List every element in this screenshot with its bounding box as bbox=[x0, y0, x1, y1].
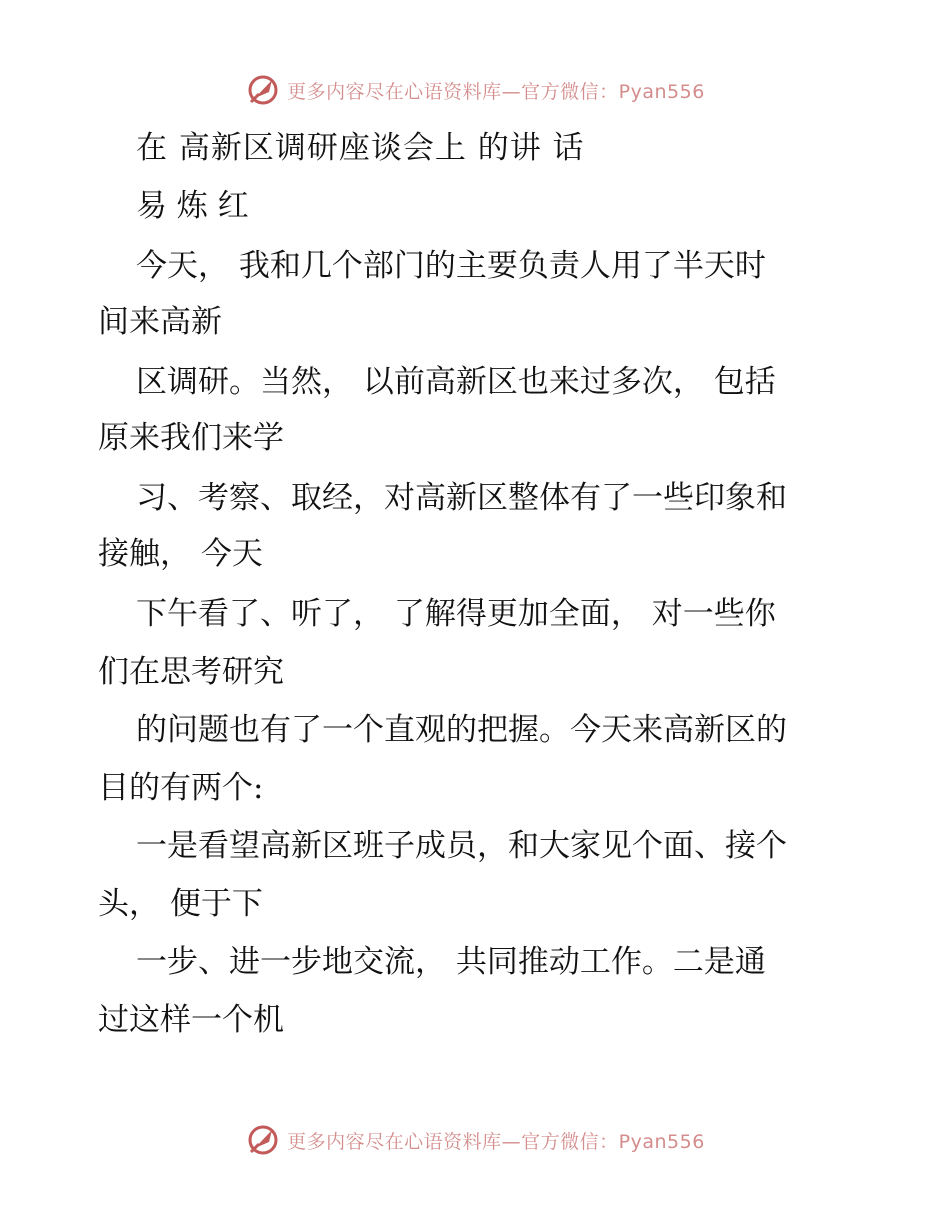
text-line: 们在思考研究 bbox=[98, 654, 284, 690]
text-line: 接触， 今天 bbox=[98, 536, 263, 572]
text-line: 习、考察、取经，对高新区整体有了一些印象和 bbox=[136, 480, 787, 516]
document-author: 易 炼 红 bbox=[136, 188, 249, 224]
text-line: 头， 便于下 bbox=[98, 886, 263, 922]
text-line: 一是看望高新区班子成员，和大家见个面、接个 bbox=[136, 828, 787, 864]
watermark-text: 更多内容尽在心语资料库—官方微信：Pyan556 bbox=[287, 1130, 705, 1153]
text-line: 一步、进一步地交流， 共同推动工作。二是通 bbox=[136, 944, 766, 980]
document-title: 在 高新区调研座谈会上 的讲 话 bbox=[136, 130, 585, 166]
text-line: 下午看了、听了， 了解得更加全面， 对一些你 bbox=[136, 596, 776, 632]
quill-logo-icon bbox=[245, 1122, 281, 1158]
text-line: 间来高新 bbox=[98, 304, 222, 340]
text-line: 过这样一个机 bbox=[98, 1002, 284, 1038]
text-line: 区调研。当然， 以前高新区也来过多次， 包括 bbox=[136, 364, 776, 400]
text-line: 原来我们来学 bbox=[98, 420, 284, 456]
watermark-text: 更多内容尽在心语资料库—官方微信：Pyan556 bbox=[287, 80, 705, 103]
text-line: 今天， 我和几个部门的主要负责人用了半天时 bbox=[136, 248, 766, 284]
text-line: 的问题也有了一个直观的把握。今天来高新区的 bbox=[136, 712, 787, 748]
footer-watermark bbox=[0, 1120, 950, 1160]
text-line: 目的有两个: bbox=[98, 770, 264, 806]
